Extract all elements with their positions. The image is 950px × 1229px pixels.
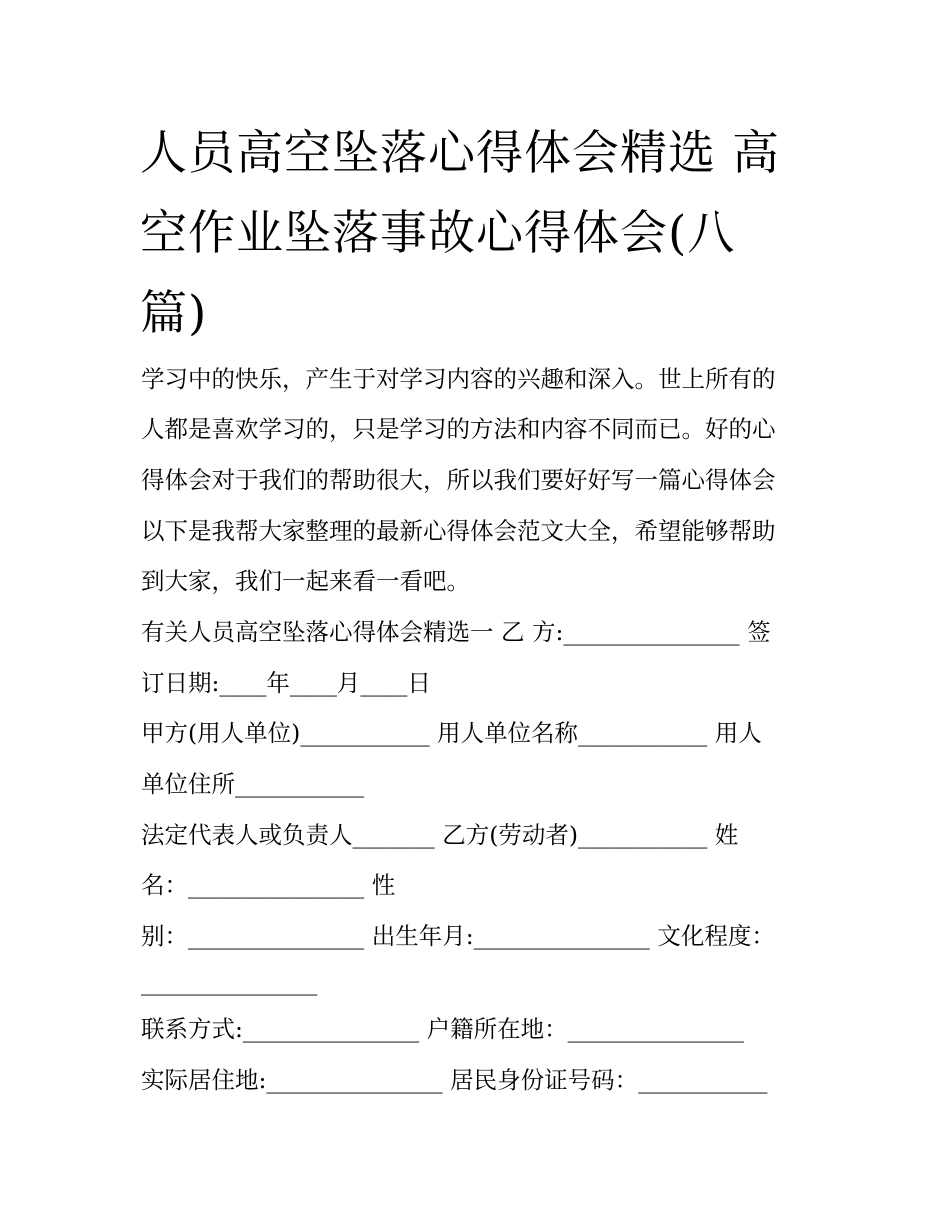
title-line: 篇) xyxy=(140,286,208,341)
contract-line: 订日期:____年____月____日 xyxy=(141,669,431,697)
contract-line: 名：_______________ 性 xyxy=(141,871,396,899)
intro-line: 得体会对于我们的帮助很大，所以我们要好好写一篇心得体会 xyxy=(141,466,776,494)
contract-line: _______________ xyxy=(141,968,318,996)
contract-line: 别：_______________ 出生年月:_______________ 文化程度： xyxy=(141,922,775,950)
intro-line: 到大家，我们一起来看一看吧。 xyxy=(141,567,470,595)
intro-line: 以下是我帮大家整理的最新心得体会范文大全，希望能够帮助 xyxy=(141,517,776,545)
contract-line: 联系方式:_______________ 户籍所在地：_______________ xyxy=(141,1015,744,1043)
title-line: 人员高空坠落心得体会精选 高 xyxy=(140,126,780,181)
contract-line: 甲方(用人单位)___________ 用人单位名称___________ 用人 xyxy=(141,719,762,747)
title-line: 空作业坠落事故心得体会(八 xyxy=(140,206,736,261)
contract-line: 有关人员高空坠落心得体会精选一 乙 方:_______________ 签 xyxy=(141,618,771,646)
intro-line: 学习中的快乐，产生于对学习内容的兴趣和深入。世上所有的 xyxy=(141,365,776,393)
contract-line: 单位住所___________ xyxy=(141,770,365,798)
contract-line: 法定代表人或负责人_______ 乙方(劳动者)___________ 姓 xyxy=(141,821,739,849)
intro-line: 人都是喜欢学习的，只是学习的方法和内容不同而已。好的心 xyxy=(141,415,776,443)
contract-line: 实际居住地:_______________ 居民身份证号码：___________ xyxy=(141,1066,768,1094)
document-title xyxy=(140,114,820,354)
